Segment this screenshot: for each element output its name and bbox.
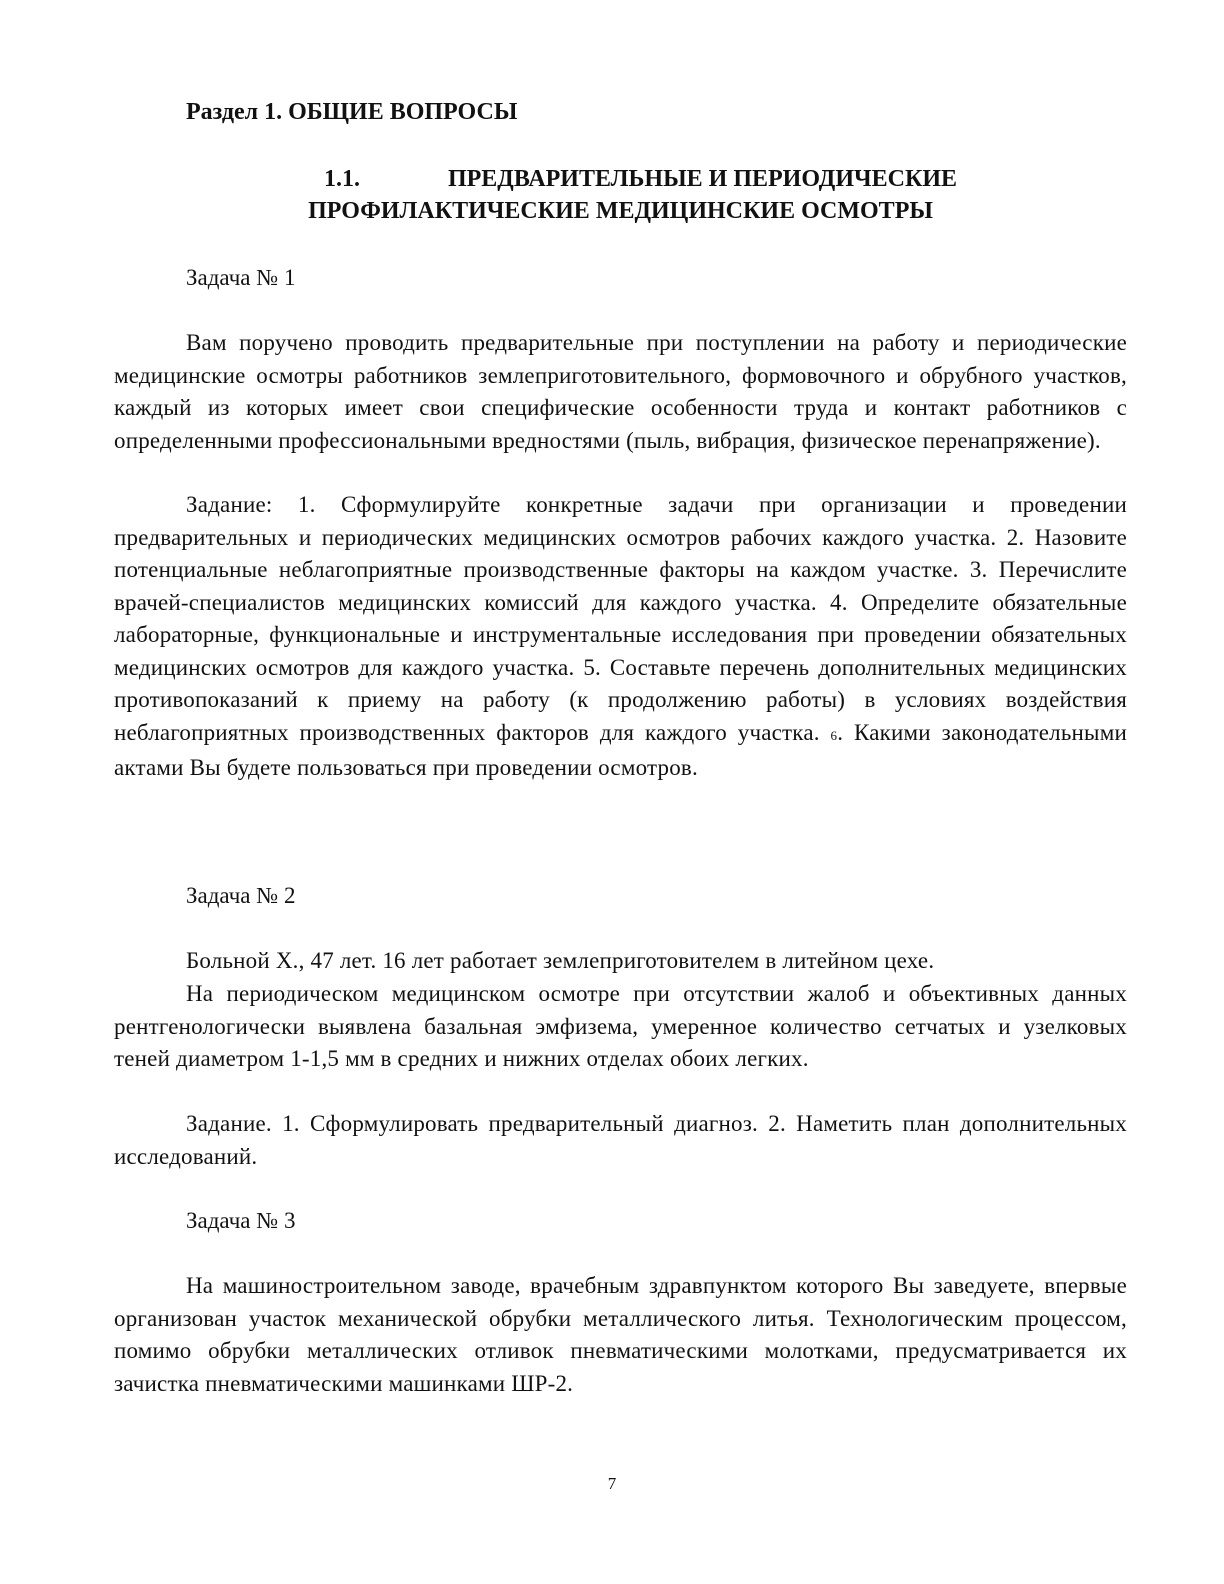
subsection-title-line2: ПРОФИЛАКТИЧЕСКИЕ МЕДИЦИНСКИЕ ОСМОТРЫ — [308, 198, 933, 224]
task-1-heading: Задача № 1 — [186, 265, 296, 290]
subsection-number: 1.1. — [323, 166, 360, 192]
subsection-title-line1 — [114, 163, 1127, 195]
task-1-paragraph-1: Вам поручено проводить предварительные при поступлении на работу и периодические медицинские осмотры работников землеприготовительного, формовочного и обрубного участков, каждый из которых имеет свои специфические особенности труда и контакт работников с определенными профессиональными вредностями (пыль, вибрация, физическое перенапряжение). — [114, 330, 1127, 453]
task-1-assignment-text: Задание: 1. Сформулируйте конкретные задачи при организации и проведении предварительных и периодических медицинских осмотров рабочих каждого участка. 2. Назовите потенциальные неблагоприятные производственные факторы на каждом участке. 3. Перечислите врачей-специалистов медицинских комиссий для каждого участка. 4. Определите обязательные лабораторные, функциональные и инструментальные исследования при проведении обязательных медицинских осмотров для каждого участка. 5. Составьте перечень дополнительных медицинских противопоказаний к приему на работу (к продолжению работы) в условиях воздействия неблагоприятных производственных факторов для каждого участка. — [114, 492, 1127, 745]
task-2-paragraph-2: На периодическом медицинском осмотре при отсутствии жалоб и объективных данных рентгенологически выявлена базальная эмфизема, умеренное количество сетчатых и узелковых теней диаметром 1-1,5 мм в средних и нижних отделах обоих легких. — [114, 981, 1127, 1071]
task-2-paragraph-3: Задание. 1. Сформулировать предварительный диагноз. 2. Наметить план дополнительных исследований. — [114, 1111, 1127, 1169]
page-number: 7 — [607, 1474, 617, 1493]
subsection-title — [114, 163, 1127, 227]
task-3-paragraph-1: На машиностроительном заводе, врачебным здравпунктом которого Вы заведуете, впервые организован участок механической обрубки металлического литья. Технологическим процессом, помимо обрубки металлических отливок пневматическими молотками, предусматривается их зачистка пневматическими машинками ШР-2. — [114, 1273, 1127, 1396]
task-2-heading: Задача № 2 — [186, 883, 296, 908]
task-3-heading: Задача № 3 — [186, 1208, 296, 1233]
section-title: Раздел 1. ОБЩИЕ ВОПРОСЫ — [186, 99, 518, 125]
task-1-assignment-tail: . Какими законодательными актами Вы будете пользоваться при проведении осмотров. — [114, 719, 1127, 780]
footnote-mark: 6 — [830, 727, 838, 743]
task-1-paragraph-2 — [114, 489, 1127, 785]
subsection-title-text-1: ПРЕДВАРИТЕЛЬНЫЕ И ПЕРИОДИЧЕСКИЕ — [447, 166, 958, 192]
task-2-paragraph-1: Больной Х., 47 лет. 16 лет работает землеприготовителем в литейном цехе. — [186, 948, 935, 973]
